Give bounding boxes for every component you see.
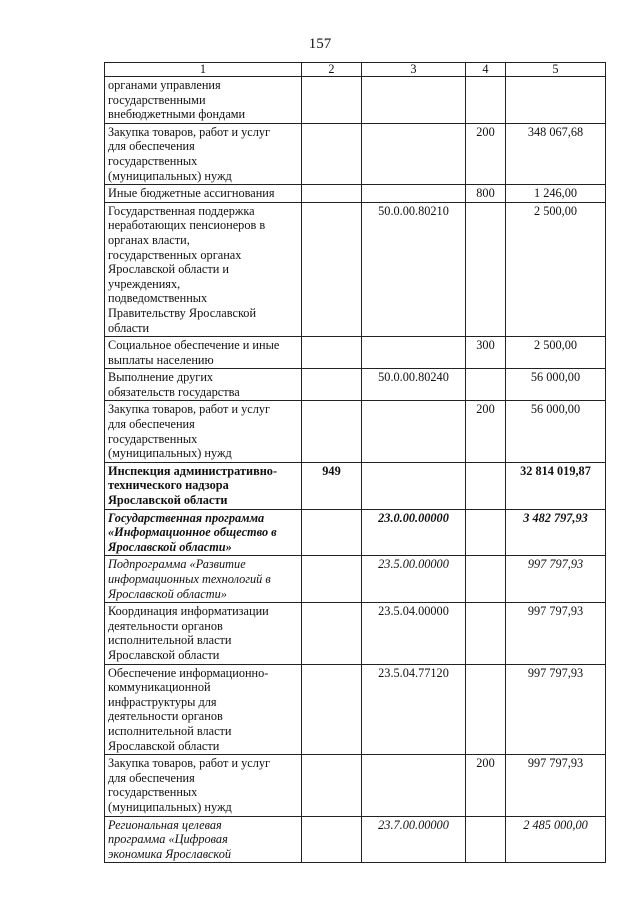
- row-dept-code-cell: [302, 664, 362, 755]
- table-row: [105, 202, 606, 336]
- row-target-code-cell: 23.5.04.77120: [362, 664, 466, 755]
- row-name-cell: [105, 369, 302, 401]
- row-name-cell: [105, 664, 302, 755]
- row-amount-cell: 997 797,93: [506, 556, 606, 603]
- table-header-row: [105, 63, 606, 77]
- row-target-code-cell: [362, 123, 466, 184]
- row-target-code-cell: [362, 462, 466, 509]
- row-name-cell: [105, 123, 302, 184]
- row-name-text: Социальное обеспечение и иные выплаты населению: [108, 338, 280, 367]
- row-name-text: Государственная поддержка неработающих пенсионеров в органах власти, государственных органах Ярославской области и учреждениях, подведомственных Правительству Ярославской области: [108, 203, 266, 335]
- table-row: [105, 816, 606, 863]
- row-amount-cell: 2 500,00: [506, 202, 606, 336]
- row-name-cell: [105, 603, 302, 664]
- row-dept-code-cell: [302, 337, 362, 369]
- row-target-code-cell: [362, 401, 466, 462]
- row-name-text: Координация информатизации деятельности органов исполнительной власти Ярославской области: [108, 604, 269, 662]
- row-name-text: Государственная программа «Информационное общество в Ярославской области»: [108, 510, 277, 554]
- column-header-5: 5: [506, 63, 606, 77]
- row-expense-type-cell: [466, 664, 506, 755]
- table-row: [105, 509, 606, 556]
- row-target-code-cell: 23.0.00.00000: [362, 509, 466, 556]
- table-row: [105, 185, 606, 203]
- row-target-code-cell: [362, 185, 466, 203]
- row-expense-type-cell: [466, 462, 506, 509]
- row-name-cell: [105, 816, 302, 863]
- row-name-text: Обеспечение информационно- коммуникационной инфраструктуры для деятельности органов исполнительной власти Ярославской области: [108, 665, 269, 753]
- row-amount-cell: 2 500,00: [506, 337, 606, 369]
- row-target-code-cell: 50.0.00.80210: [362, 202, 466, 336]
- row-name-text: Иные бюджетные ассигнования: [108, 186, 275, 201]
- column-header-1: 1: [105, 63, 302, 77]
- row-name-cell: [105, 77, 302, 124]
- row-name-cell: [105, 556, 302, 603]
- table-row: [105, 603, 606, 664]
- row-amount-cell: 56 000,00: [506, 401, 606, 462]
- row-amount-cell: 3 482 797,93: [506, 509, 606, 556]
- table-row: [105, 755, 606, 816]
- row-expense-type-cell: [466, 556, 506, 603]
- budget-table: [104, 62, 606, 863]
- row-dept-code-cell: [302, 603, 362, 664]
- column-header-2: 2: [302, 63, 362, 77]
- row-amount-cell: 1 246,00: [506, 185, 606, 203]
- row-expense-type-cell: [466, 77, 506, 124]
- row-dept-code-cell: [302, 816, 362, 863]
- row-name-text: Закупка товаров, работ и услуг для обеспечения государственных (муниципальных) нужд: [108, 756, 271, 814]
- row-name-cell: [105, 185, 302, 203]
- row-dept-code-cell: [302, 77, 362, 124]
- row-target-code-cell: [362, 755, 466, 816]
- row-name-cell: [105, 755, 302, 816]
- table-body: [105, 77, 606, 863]
- row-dept-code-cell: [302, 185, 362, 203]
- row-expense-type-cell: [466, 369, 506, 401]
- row-amount-cell: 997 797,93: [506, 755, 606, 816]
- row-name-text: Подпрограмма «Развитие информационных технологий в Ярославской области»: [108, 557, 271, 601]
- row-dept-code-cell: 949: [302, 462, 362, 509]
- row-name-cell: [105, 401, 302, 462]
- row-expense-type-cell: 200: [466, 755, 506, 816]
- row-dept-code-cell: [302, 123, 362, 184]
- row-name-cell: [105, 337, 302, 369]
- row-dept-code-cell: [302, 369, 362, 401]
- table-row: [105, 123, 606, 184]
- row-name-cell: [105, 462, 302, 509]
- table-row: [105, 337, 606, 369]
- row-amount-cell: [506, 77, 606, 124]
- column-header-4: 4: [466, 63, 506, 77]
- table-row: [105, 462, 606, 509]
- row-amount-cell: 348 067,68: [506, 123, 606, 184]
- table-row: [105, 401, 606, 462]
- row-target-code-cell: [362, 337, 466, 369]
- row-name-text: Закупка товаров, работ и услуг для обеспечения государственных (муниципальных) нужд: [108, 402, 271, 461]
- table-row: [105, 77, 606, 124]
- row-name-text: Инспекция административно- технического надзора Ярославской области: [108, 463, 278, 508]
- row-dept-code-cell: [302, 509, 362, 556]
- row-target-code-cell: 23.5.04.00000: [362, 603, 466, 664]
- row-name-text: Выполнение других обязательств государства: [108, 370, 240, 399]
- row-amount-cell: 2 485 000,00: [506, 816, 606, 863]
- row-expense-type-cell: 300: [466, 337, 506, 369]
- row-target-code-cell: [362, 77, 466, 124]
- row-target-code-cell: 23.7.00.00000: [362, 816, 466, 863]
- row-amount-cell: 32 814 019,87: [506, 462, 606, 509]
- row-name-cell: [105, 202, 302, 336]
- row-amount-cell: 56 000,00: [506, 369, 606, 401]
- table-row: [105, 664, 606, 755]
- table-row: [105, 556, 606, 603]
- row-expense-type-cell: [466, 816, 506, 863]
- row-amount-cell: 997 797,93: [506, 603, 606, 664]
- page-number: 157: [308, 36, 332, 52]
- row-dept-code-cell: [302, 556, 362, 603]
- row-expense-type-cell: [466, 509, 506, 556]
- row-dept-code-cell: [302, 755, 362, 816]
- row-name-text: Закупка товаров, работ и услуг для обеспечения государственных (муниципальных) нужд: [108, 124, 271, 183]
- row-expense-type-cell: [466, 603, 506, 664]
- table-row: [105, 369, 606, 401]
- row-target-code-cell: 23.5.00.00000: [362, 556, 466, 603]
- row-expense-type-cell: 200: [466, 123, 506, 184]
- row-expense-type-cell: [466, 202, 506, 336]
- row-name-text: органами управления государственными внебюджетными фондами: [108, 78, 246, 122]
- row-expense-type-cell: 200: [466, 401, 506, 462]
- row-name-text: Региональная целевая программа «Цифровая экономика Ярославской: [108, 817, 232, 861]
- row-expense-type-cell: 800: [466, 185, 506, 203]
- row-target-code-cell: 50.0.00.80240: [362, 369, 466, 401]
- row-amount-cell: 997 797,93: [506, 664, 606, 755]
- column-header-3: 3: [362, 63, 466, 77]
- row-name-cell: [105, 509, 302, 556]
- row-dept-code-cell: [302, 202, 362, 336]
- row-dept-code-cell: [302, 401, 362, 462]
